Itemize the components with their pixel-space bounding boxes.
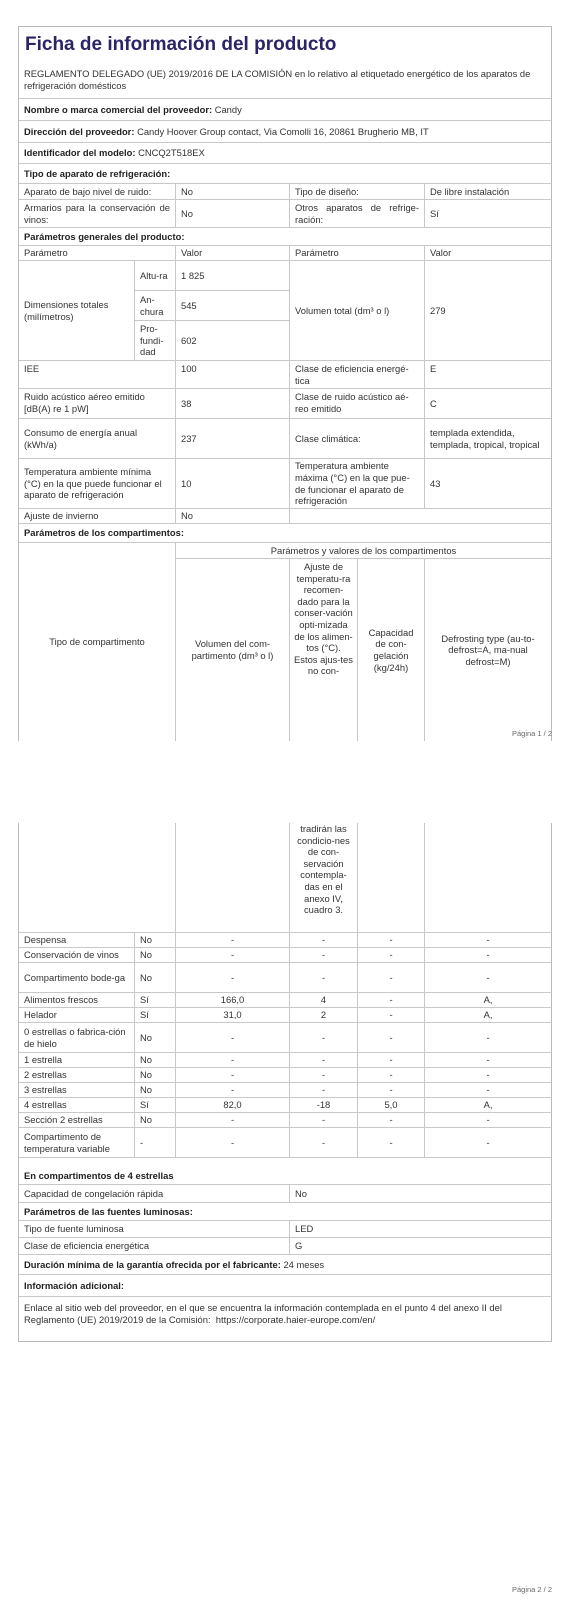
supplier-row <box>19 99 551 121</box>
compartment-defrost-type: - <box>424 1068 551 1082</box>
general-header-row <box>19 246 551 261</box>
compartment-freezing-capacity: 5,0 <box>357 1098 424 1112</box>
extra-section-heading: Información adicional: <box>24 1279 125 1291</box>
supplier-website-link[interactable]: https://corporate.haier-europe.com/en/ <box>215 1313 376 1325</box>
model-value: CNCQ2T518EX <box>138 147 205 159</box>
compartment-type-header: Tipo de compartimento <box>49 636 145 648</box>
compartment-temperature: 4 <box>289 993 357 1007</box>
compartment-name: Alimentos frescos <box>24 994 98 1006</box>
compartment-row <box>19 933 551 948</box>
compartment-row <box>19 1053 551 1068</box>
recommended-temp-header-continued: tradirán las condicio-nes de con-servación contempla-das en el anexo IV, cuadro 3. <box>289 823 357 932</box>
compartment-present: Sí <box>134 1008 175 1022</box>
noise-label: Ruido acústico aéreo emitido [dB(A) re 1 pW] <box>24 391 145 414</box>
compartment-row <box>19 1098 551 1113</box>
column-header: Valor <box>424 246 551 260</box>
total-volume-label: Volumen total (dm³ o l) <box>289 261 424 360</box>
compartment-temperature: - <box>289 1023 357 1052</box>
general-row <box>19 389 551 419</box>
compartment-row <box>19 1023 551 1053</box>
compartment-temperature: - <box>289 1053 357 1067</box>
wine-storage-label: Armarios para la conservación de vinos: <box>24 202 170 225</box>
compartment-row <box>19 963 551 993</box>
compartment-defrost-type: - <box>424 948 551 962</box>
light-type-value: LED <box>289 1221 551 1237</box>
compartment-freezing-capacity: - <box>357 993 424 1007</box>
height-label: Altu-ra <box>134 261 175 291</box>
compartment-defrost-type: A, <box>424 993 551 1007</box>
warranty-row <box>19 1255 551 1275</box>
compartment-row <box>19 1083 551 1098</box>
product-sheet-page-1 <box>18 26 552 741</box>
warranty-label: Duración mínima de la garantía ofrecida por el fabricante: <box>24 1258 281 1270</box>
compartment-freezing-capacity: - <box>357 1068 424 1082</box>
compartment-freezing-capacity: - <box>357 933 424 947</box>
type-row <box>19 200 551 228</box>
light-class-label: Clase de eficiencia energética <box>24 1240 150 1252</box>
compartment-temperature: - <box>289 963 357 992</box>
compartment-present: Sí <box>134 993 175 1007</box>
min-ambient-value: 10 <box>175 459 289 508</box>
compartment-defrost-type: - <box>424 1083 551 1097</box>
max-ambient-value: 43 <box>424 459 551 508</box>
compartment-freezing-capacity: - <box>357 963 424 992</box>
general-row <box>19 361 551 389</box>
compartment-present: No <box>134 948 175 962</box>
compartment-group-header: Parámetros y valores de los compartimentos <box>175 543 551 559</box>
title-row <box>19 27 551 65</box>
compartment-volume: 82,0 <box>175 1098 289 1112</box>
compartment-name: Compartimento bode-ga <box>24 971 126 983</box>
energy-class-label: Clase de eficiencia energé-tica <box>289 361 424 388</box>
other-appliance-value: Sí <box>424 200 551 227</box>
compartment-header-continued <box>19 823 551 933</box>
compartment-volume: 31,0 <box>175 1008 289 1022</box>
depth-value: 602 <box>175 321 289 360</box>
compartment-row <box>19 1128 551 1158</box>
compartment-volume-header: Volumen del com-partimento (dm³ o l) <box>175 559 289 741</box>
recommended-temp-header: Ajuste de temperatu-ra recomen-dado para la conser-vación opti-mizada de los alimen-tos (°C). Estos ajus-tes no con- <box>289 559 357 741</box>
four-star-section-row <box>19 1168 551 1185</box>
general-section-row <box>19 228 551 246</box>
compartment-name: Sección 2 estrellas <box>24 1114 103 1126</box>
four-star-section-heading: En compartimentos de 4 estrellas <box>24 1170 174 1182</box>
light-class-value: G <box>289 1238 551 1254</box>
page-title: Ficha de información del producto <box>25 34 337 55</box>
compartment-temperature: - <box>289 1113 357 1127</box>
compartment-row <box>19 1113 551 1128</box>
compartment-defrost-type: - <box>424 1023 551 1052</box>
max-ambient-label: Temperatura ambiente máxima (°C) en la que pue-de funcionar el aparato de refrigeración <box>289 459 424 508</box>
compartment-present: No <box>134 1053 175 1067</box>
product-sheet-page-2 <box>18 823 552 1342</box>
compartment-defrost-type: - <box>424 933 551 947</box>
general-row <box>19 419 551 459</box>
type-section-heading: Tipo de aparato de refrigeración: <box>24 167 171 179</box>
extra-info-row <box>19 1297 551 1341</box>
type-section-row <box>19 164 551 184</box>
design-type-label: Tipo de diseño: <box>289 184 424 199</box>
width-value: 545 <box>175 291 289 321</box>
dimensions-row <box>19 261 551 361</box>
compartment-volume: - <box>175 1113 289 1127</box>
light-section-row <box>19 1203 551 1221</box>
total-volume-value: 279 <box>424 261 551 360</box>
compartment-freezing-capacity: - <box>357 1128 424 1157</box>
compartment-defrost-type: - <box>424 963 551 992</box>
compartment-temperature: - <box>289 1128 357 1157</box>
compartment-present: No <box>134 933 175 947</box>
compartment-name: Conservación de vinos <box>24 949 119 961</box>
annual-consumption-label: Consumo de energía anual (kWh/a) <box>24 426 138 450</box>
climate-class-value: templada extendida, templada, tropical, tropical <box>424 419 551 458</box>
noise-value: 38 <box>175 389 289 418</box>
compartment-volume: - <box>175 1068 289 1082</box>
compartment-present: - <box>134 1128 175 1157</box>
compartment-freezing-capacity: - <box>357 948 424 962</box>
winter-setting-label: Ajuste de invierno <box>24 510 99 522</box>
dimensions-label: Dimensiones totales (milímetros) <box>24 298 109 322</box>
compartment-name: Helador <box>24 1009 57 1021</box>
eei-value: 100 <box>175 361 289 388</box>
compartment-row <box>19 1068 551 1083</box>
compartment-freezing-capacity: - <box>357 1008 424 1022</box>
compartment-row <box>19 1008 551 1023</box>
compartment-defrost-type: - <box>424 1113 551 1127</box>
regulation-text: REGLAMENTO DELEGADO (UE) 2019/2016 DE LA COMISIÓN en lo relativo al etiquetado energético de los aparatos de refrigeración domésticos <box>24 68 531 91</box>
other-appliance-label: Otros aparatos de refrige-ración: <box>289 200 424 227</box>
warranty-value: 24 meses <box>283 1258 325 1270</box>
compartment-row <box>19 993 551 1008</box>
page-number: Página 1 / 2 <box>511 729 552 738</box>
compartment-name: 2 estrellas <box>24 1069 67 1081</box>
column-header: Parámetro <box>24 247 68 259</box>
light-type-label: Tipo de fuente luminosa <box>24 1223 124 1235</box>
width-label: An-chura <box>134 291 175 321</box>
compartment-name: 3 estrellas <box>24 1084 67 1096</box>
compartment-defrost-type: A, <box>424 1098 551 1112</box>
extra-info-text: Enlace al sitio web del proveedor, en el que se encuentra la información contemplada en el punto 4 del anexo II del Reglamento (UE) 2019/2019 de la Comisión: <box>24 1302 502 1325</box>
page-number: Página 2 / 2 <box>511 1585 552 1594</box>
light-section-heading: Parámetros de las fuentes luminosas: <box>24 1205 193 1217</box>
light-type-row <box>19 1221 551 1238</box>
compartment-present: Sí <box>134 1098 175 1112</box>
compartment-defrost-type: - <box>424 1053 551 1067</box>
depth-label: Pro-fundi-dad <box>134 321 175 360</box>
compartment-section-heading: Parámetros de los compartimentos: <box>24 527 184 539</box>
eei-label: IEE <box>24 363 40 374</box>
compartment-volume: - <box>175 1083 289 1097</box>
general-row <box>19 509 551 524</box>
compartment-present: No <box>134 1083 175 1097</box>
noise-class-value: C <box>424 389 551 418</box>
compartment-section-row <box>19 524 551 543</box>
address-label: Dirección del proveedor: <box>24 125 135 137</box>
compartment-volume: - <box>175 1053 289 1067</box>
fast-freeze-label: Capacidad de congelación rápida <box>24 1187 164 1199</box>
compartment-present: No <box>134 963 175 992</box>
address-value: Candy Hoover Group contact, Via Comolli 16, 20861 Brugherio MB, IT <box>137 125 429 137</box>
general-section-heading: Parámetros generales del producto: <box>24 230 185 242</box>
compartment-volume: - <box>175 1128 289 1157</box>
extra-section-row <box>19 1275 551 1297</box>
min-ambient-label: Temperatura ambiente mínima (°C) en la que puede funcionar el aparato de refrigeración <box>24 466 162 501</box>
compartment-temperature: - <box>289 1068 357 1082</box>
compartment-temperature: - <box>289 933 357 947</box>
height-value: 1 825 <box>175 261 289 291</box>
energy-class-value: E <box>424 361 551 388</box>
supplier-label: Nombre o marca comercial del proveedor: <box>24 103 213 115</box>
regulation-row <box>19 65 551 99</box>
annual-consumption-value: 237 <box>175 419 289 458</box>
address-row <box>19 121 551 143</box>
compartment-present: No <box>134 1068 175 1082</box>
compartment-volume: 166,0 <box>175 993 289 1007</box>
climate-class-label: Clase climática: <box>289 419 424 458</box>
model-label: Identificador del modelo: <box>24 147 136 159</box>
compartment-freezing-capacity: - <box>357 1053 424 1067</box>
compartment-freezing-capacity: - <box>357 1023 424 1052</box>
defrost-type-header: Defrosting type (au-to-defrost=A, ma-nual defrost=M) <box>424 559 551 741</box>
compartment-present: No <box>134 1113 175 1127</box>
supplier-value: Candy <box>214 103 242 115</box>
light-class-row <box>19 1238 551 1255</box>
noise-class-label: Clase de ruido acústico aé-reo emitido <box>289 389 424 418</box>
general-row <box>19 459 551 509</box>
model-row <box>19 143 551 164</box>
type-row <box>19 184 551 200</box>
compartment-name: 1 estrella <box>24 1054 63 1066</box>
winter-setting-value: No <box>175 509 289 523</box>
compartment-volume: - <box>175 963 289 992</box>
compartment-name: 0 estrellas o fabrica-ción de hielo <box>24 1025 126 1049</box>
compartment-temperature: - <box>289 948 357 962</box>
design-type-value: De libre instalación <box>424 184 551 199</box>
compartment-row <box>19 948 551 963</box>
compartment-temperature: - <box>289 1083 357 1097</box>
freezing-capacity-header: Capacidad de con-gelación (kg/24h) <box>357 559 424 741</box>
compartment-name: Compartimento de temperatura variable <box>24 1130 110 1154</box>
compartment-freezing-capacity: - <box>357 1113 424 1127</box>
compartment-header <box>19 543 551 741</box>
compartment-defrost-type: A, <box>424 1008 551 1022</box>
low-noise-value: No <box>175 184 289 199</box>
column-header: Parámetro <box>289 246 424 260</box>
compartment-present: No <box>134 1023 175 1052</box>
compartment-volume: - <box>175 1023 289 1052</box>
fast-freeze-row <box>19 1185 551 1203</box>
compartment-name: 4 estrellas <box>24 1099 67 1111</box>
fast-freeze-value: No <box>289 1185 551 1202</box>
compartment-volume: - <box>175 948 289 962</box>
compartment-name: Despensa <box>24 934 67 946</box>
column-header: Valor <box>175 246 289 260</box>
compartment-defrost-type: - <box>424 1128 551 1157</box>
compartment-freezing-capacity: - <box>357 1083 424 1097</box>
low-noise-label: Aparato de bajo nivel de ruido: <box>24 185 152 197</box>
wine-storage-value: No <box>175 200 289 227</box>
compartment-temperature: 2 <box>289 1008 357 1022</box>
compartment-temperature: -18 <box>289 1098 357 1112</box>
compartment-volume: - <box>175 933 289 947</box>
